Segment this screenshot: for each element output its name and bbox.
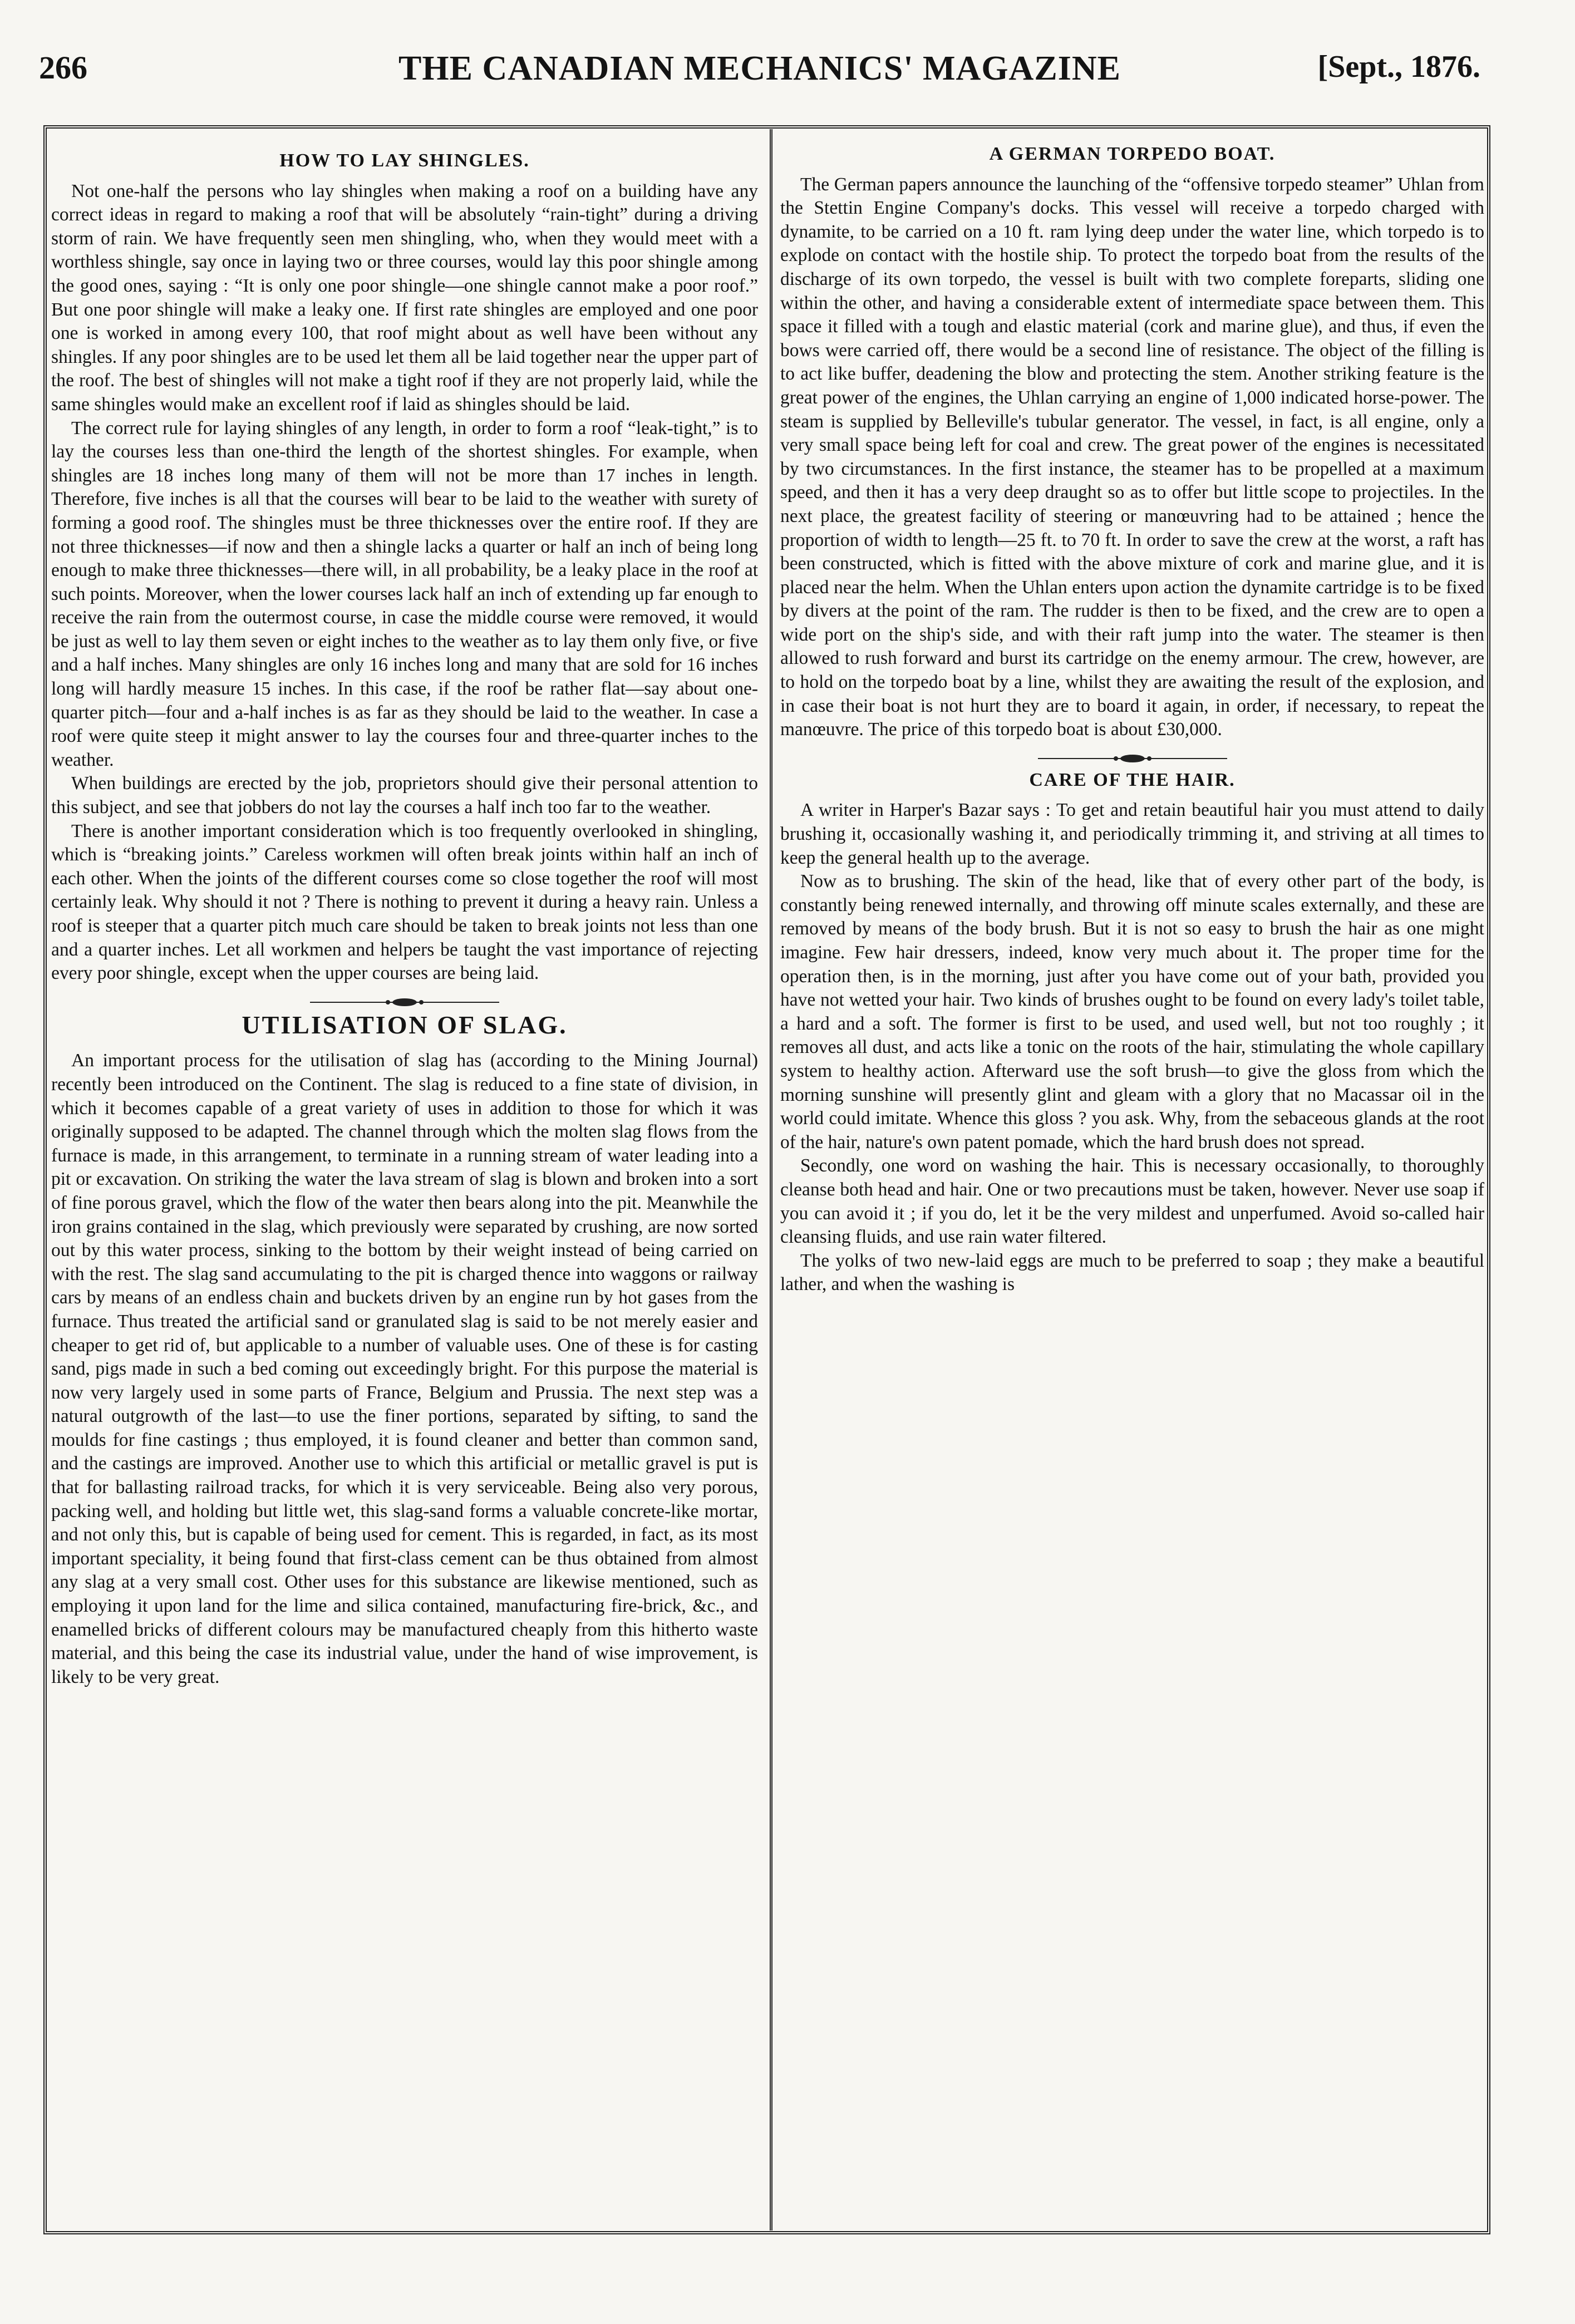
right-column [780, 139, 1484, 2209]
section-ornament [780, 753, 1484, 764]
article-title: UTILISATION OF SLAG. [242, 1010, 568, 1039]
article-paragraph: A writer in Harper's Bazar says : To get and retain beautiful hair you must attend to daily brushing it, occasionally washing it, and periodically trimming it, and striving at all times to keep the general health up to the average. [780, 800, 1484, 868]
page-number: 266 [39, 50, 87, 86]
article-paragraph: An important process for the utilisation of slag has (according to the Mining Journal) recently been introduced on the Continent. The slag is reduced to a fine state of division, in which it becomes capable of a great variety of uses in addition to those for which it was originally supposed to be adapted. The channel through which the molten slag flows from the furnace is made, in this arrangement, to terminate in a running stream of water leading into a pit or excavation. On striking the water the lava stream of slag is blown and broken into a sort of fine porous gravel, which the flow of the water then bears along into the pit. Meanwhile the iron grains contained in the slag, which previously were separated by crushing, are now sorted out by this water process, sinking to the bottom by their weight instead of being carried on with the rest. The slag sand accumulating to the pit is charged thence into waggons or railway cars by means of an endless chain and buckets driven by an engine run by hot gases from the furnace. Thus treated the artificial sand or granulated slag is said to be not merely easier and cheaper to get rid of, but applicable to a number of valuable uses. One of these is for casting sand, pigs made in such a bed coming out exceedingly bright. For this purpose the material is now very largely used in some parts of France, Belgium and Prussia. The next step was a natural outgrowth of the last—to use the finer portions, separated by sifting, to sand the moulds for fine castings ; thus employed, it is found cleaner and better than common sand, and the castings are improved. Another use to which this artificial or metallic gravel is put is that for ballasting railroad tracks, for which it is very serviceable. Being also very porous, packing well, and holding but little wet, this slag-sand forms a valuable concrete-like mortar, and not only this, but is capable of being used for cement. This is regarded, in fact, as its most important speciality, it being found that first-class cement can be thus obtained from almost any slag at a very small cost. Other uses for this substance are likewise mentioned, such as employing it upon land for the lime and silica contained, manufacturing fire-brick, &c., and enamelled bricks of different colours may be manufactured cheaply from this hitherto waste material, and this being the case its industrial value, under the hand of wise improvement, is likely to be very great. [51, 1050, 758, 1687]
magazine-title: THE CANADIAN MECHANICS' MAGAZINE [398, 50, 1121, 87]
left-column [51, 146, 758, 2216]
article-slag [51, 1010, 758, 1690]
article-torpedo [780, 142, 1484, 742]
article-shingles [51, 149, 758, 986]
article-paragraph: Not one-half the persons who lay shingles when making a roof on a building have any correct ideas in regard to making a roof that will be absolutely “rain-tight” during a driving storm of rain. We have frequently seen men shingling, who, when they would meet with a worthless shingle, say once in laying two or three courses, would lay this poor shingle among the good ones, saying : “It is only one poor shingle—one shingle cannot make a poor roof.” But one poor shingle will make a leaky one. If first rate shingles are employed and one poor one is worked in among every 100, that roof might about as well have been without any shingles. If any poor shingles are to be used let them all be laid together near the upper part of the roof. The best of shingles will not make a tight roof if they are not properly laid, while the same shingles would make an excellent roof if laid as shingles should be laid. [51, 180, 758, 415]
article-title: A GERMAN TORPEDO BOAT. [989, 144, 1276, 164]
article-hair [780, 769, 1484, 1297]
column-divider [770, 129, 772, 2231]
page-header [39, 49, 1480, 99]
article-paragraph: Secondly, one word on washing the hair. This is necessary occasionally, to thoroughly cleanse both head and hair. One or two precautions must be taken, however. Never use soap if you can avoid it ; if you do, let it be the very mildest and unperfumed. Avoid so-called hair cleansing fluids, and use rain water filtered. [780, 1155, 1484, 1248]
article-paragraph: The yolks of two new-laid eggs are much to be preferred to soap ; they make a beautiful lather, and when the washing is [780, 1250, 1484, 1295]
article-paragraph: Now as to brushing. The skin of the head, like that of every other part of the body, is constantly being renewed internally, and throwing off minute scales externally, and these are removed by means of the body brush. But it is not so easy to brush the hair as one might imagine. Few hair dressers, indeed, know very much about it. The proper time for the operation then, is in the morning, just after you have come out of your bath, provided you have not wetted your hair. Two kinds of brushes ought to be found on every lady's toilet table, a hard and a soft. The former is first to be used, and used well, but not too roughly ; it removes all dust, and acts like a tonic on the roots of the hair, stimulating the whole capillary system to healthy action. Afterward use the soft brush—to give the gloss from which the morning sunshine will presently glint and gleam with a glory that no Macassar oil in the world could imitate. Whence this gloss ? you ask. Why, from the sebaceous glands at the root of the hair, nature's own patent pomade, which the hard brush does not spread. [780, 871, 1484, 1153]
article-paragraph: The German papers announce the launching of the “offensive torpedo steamer” Uhlan from the Stettin Engine Company's docks. This vessel will receive a torpedo charged with dynamite, to be carried on a 10 ft. ram lying deep under the water line, which torpedo is to explode on contact with the hostile ship. To protect the torpedo boat from the results of the discharge of its own torpedo, the vessel is built with two complete foreparts, sliding one within the other, and having a considerable extent of intermediate space between them. This space it filled with a tough and elastic material (cork and marine glue), and thus, if even the bows were carried off, there would be a second line of resistance. The object of the filling is to act like buffer, deadening the blow and protecting the stem. Another striking feature is the great power of the engines, the Uhlan carrying an engine of 1,000 indicated horse-power. The steam is supplied by Belleville's tubular generator. The vessel, in fact, is all engine, only a very small space being left for coal and crew. The great power of the engines is necessitated by two circumstances. In the first instance, the steamer has to be propelled at a maximum speed, and then it has a very deep draught so as to offer but little scope to projectiles. In the next place, the greatest facility of steering or manœuvring had to be attained ; hence the proportion of width to length—25 ft. to 70 ft. In order to save the crew at the worst, a raft has been constructed, which is fitted with the above mixture of cork and marine glue, and it is placed near the helm. When the Uhlan enters upon action the dynamite cartridge is to be fixed by divers at the point of the ram. The rudder is then to be fixed, and the crew are to open a wide port on the ship's side, and with their raft jump into the water. The steamer is then allowed to rush forward and burst its cartridge on the enemy armour. The crew, however, are to hold on the torpedo boat by a line, whilst they are awaiting the result of the explosion, and in case their boat is not hurt they are to board it again, in order, if necessary, to repeat the manœuvre. The price of this torpedo boat is about £30,000. [780, 174, 1484, 740]
article-paragraph: There is another important consideration which is too frequently overlooked in shingling, which is “breaking joints.” Careless workmen will often break joints within half an inch of each other. When the joints of the different courses come so close together the roof will most certainly leak. Why should it not ? There is nothing to prevent it during a heavy rain. Unless a roof is steeper that a quarter pitch much care should be taken to break joints not less than one and a quarter inches. Let all workmen and helpers be taught the vast importance of rejecting every poor shingle, except when the upper courses are being laid. [51, 820, 758, 984]
article-paragraph: When buildings are erected by the job, proprietors should give their personal attention to this subject, and see that jobbers do not lay the courses a half inch too far to the weather. [51, 773, 758, 818]
article-title: HOW TO LAY SHINGLES. [279, 150, 530, 171]
section-ornament [51, 997, 758, 1008]
issue-date: [Sept., 1876. [1317, 50, 1480, 84]
article-paragraph: The correct rule for laying shingles of any length, in order to form a roof “leak-tight,” is to lay the courses less than one-third the length of the shortest shingles. For example, when shingles are 18 inches long many of them will not be more than 17 inches in length. Therefore, five inches is all that the courses will bear to be laid to the weather with surety of forming a good roof. The shingles must be three thicknesses over the entire roof. If they are not three thicknesses—if now and then a shingle lacks a quarter or half an inch of being long enough to make three thicknesses—there will, in all probability, be a leaky place in the roof at such points. Moreover, when the lower courses lack half an inch of extending up far enough to receive the rain from the outermost course, in case the middle course were removed, it would be just as well to lay them seven or eight inches to the weather as to lay them only five, or five and a half inches. Many shingles are only 16 inches long and many that are sold for 16 inches long will hardly measure 15 inches. In this case, if the roof be rather flat—say about one-quarter pitch—four and a-half inches is as far as they should be laid to the weather. In case a roof were quite steep it might answer to lay the courses four and three-quarter inches to the weather. [51, 417, 758, 770]
article-title: CARE OF THE HAIR. [1029, 769, 1236, 790]
